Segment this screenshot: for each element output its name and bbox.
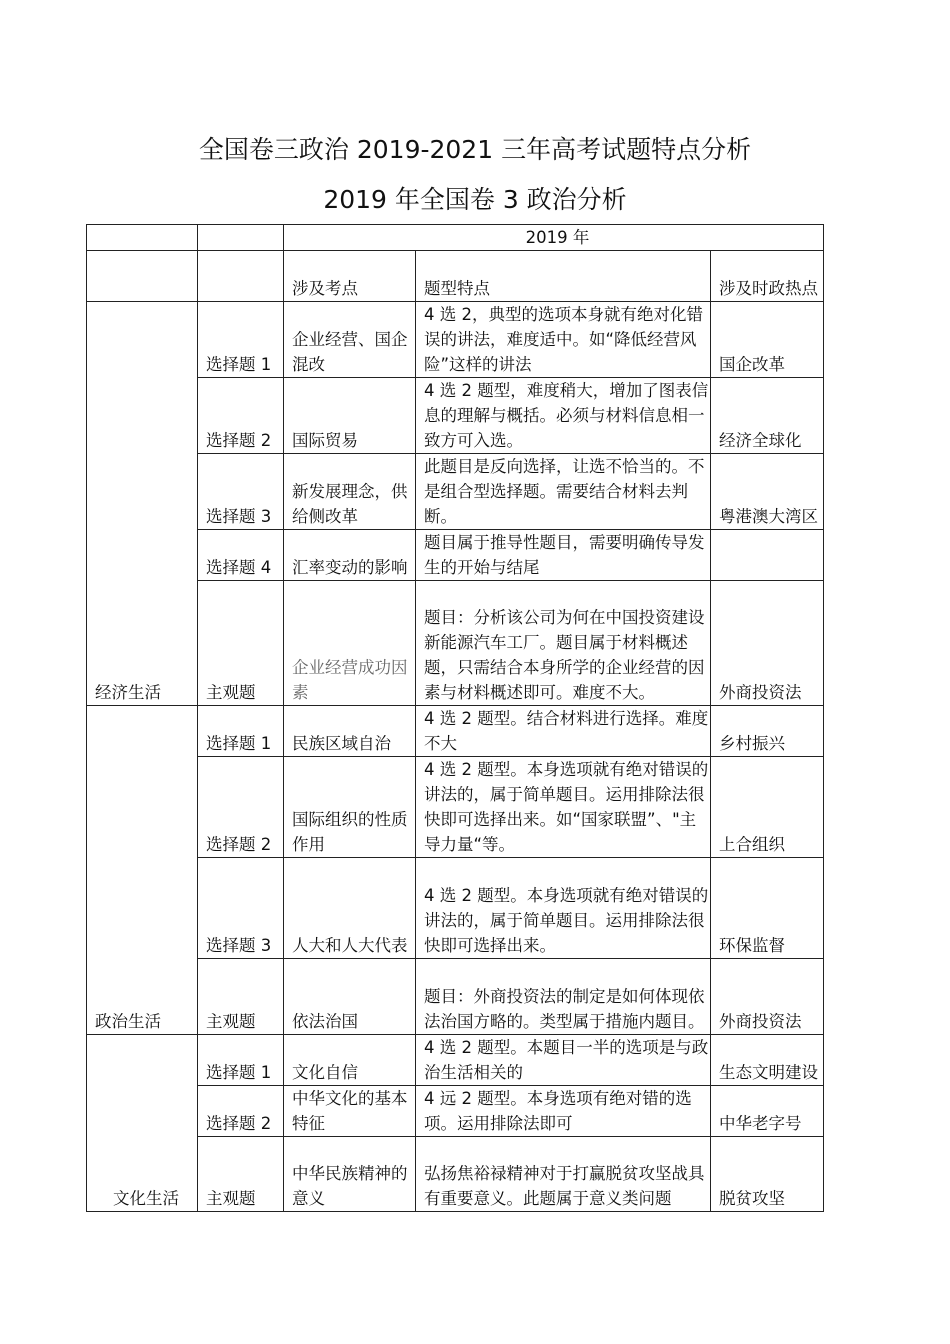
hot-topic: 生态文明建设 — [711, 1035, 824, 1086]
exam-point: 民族区域自治 — [284, 706, 416, 757]
question-feature: 4 选 2 题型。本身选项就有绝对错误的讲法的，属于简单题目。运用排除法很快即可选择出来。如“国家联盟”、"主导力量“等。 — [416, 757, 711, 858]
question-type: 选择题 1 — [198, 302, 284, 378]
question-feature: 此题目是反向选择，让选不恰当的。不是组合型选择题。需要结合材料去判断。 — [416, 454, 711, 530]
exam-point: 国际组织的性质作用 — [284, 757, 416, 858]
table-row — [87, 378, 824, 454]
table-row — [87, 706, 824, 757]
hot-topic: 上合组织 — [711, 757, 824, 858]
exam-point: 企业经营成功因素 — [284, 581, 416, 706]
table-row — [87, 454, 824, 530]
year-header: 2019 年 — [284, 225, 824, 251]
exam-point: 人大和人大代表 — [284, 858, 416, 959]
table-corner-cell — [198, 251, 284, 302]
question-type: 选择题 3 — [198, 858, 284, 959]
table-row — [87, 858, 824, 959]
question-feature: 题目：外商投资法的制定是如何体现依法治国方略的。类型属于措施内题目。 — [416, 959, 711, 1035]
question-type: 选择题 3 — [198, 454, 284, 530]
table-corner-cell — [87, 251, 198, 302]
question-feature: 4 选 2 题型。本身选项就有绝对错误的讲法的，属于简单题目。运用排除法很快即可选择出来。 — [416, 858, 711, 959]
question-type: 选择题 2 — [198, 1086, 284, 1137]
question-feature: 弘扬焦裕禄精神对于打赢脱贫攻坚战具有重要意义。此题属于意义类问题 — [416, 1137, 711, 1212]
question-type: 主观题 — [198, 1137, 284, 1212]
hot-topic: 乡村振兴 — [711, 706, 824, 757]
question-type: 选择题 1 — [198, 1035, 284, 1086]
question-feature: 题目属于推导性题目，需要明确传导发生的开始与结尾 — [416, 530, 711, 581]
question-type: 选择题 2 — [198, 378, 284, 454]
hot-topic: 国企改革 — [711, 302, 824, 378]
hot-topic: 经济全球化 — [711, 378, 824, 454]
table-corner-cell — [87, 225, 198, 251]
analysis-table — [86, 224, 824, 1212]
exam-point: 国际贸易 — [284, 378, 416, 454]
question-type: 选择题 4 — [198, 530, 284, 581]
section-name: 文化生活 — [87, 1035, 198, 1212]
section-name: 经济生活 — [87, 302, 198, 706]
question-type: 主观题 — [198, 581, 284, 706]
hot-topic: 环保监督 — [711, 858, 824, 959]
hot-topic — [711, 530, 824, 581]
question-feature: 4 选 2 题型。本题目一半的选项是与政治生活相关的 — [416, 1035, 711, 1086]
exam-point: 文化自信 — [284, 1035, 416, 1086]
table-row — [87, 757, 824, 858]
question-feature: 4 选 2 题型。结合材料进行选择。难度不大 — [416, 706, 711, 757]
table-row — [87, 1137, 824, 1212]
table-year-row — [87, 225, 824, 251]
hot-topic: 粤港澳大湾区 — [711, 454, 824, 530]
table-header-row — [87, 251, 824, 302]
question-feature: 4 选 2，典型的选项本身就有绝对化错误的讲法，难度适中。如“降低经营风险”这样的讲法 — [416, 302, 711, 378]
question-type: 选择题 1 — [198, 706, 284, 757]
document-subtitle: 2019 年全国卷 3 政治分析 — [323, 185, 627, 214]
exam-point: 中华文化的基本特征 — [284, 1086, 416, 1137]
table-row — [87, 1035, 824, 1086]
header-point: 涉及考点 — [284, 251, 416, 302]
hot-topic: 脱贫攻坚 — [711, 1137, 824, 1212]
table-row — [87, 530, 824, 581]
document-title: 全国卷三政治 2019-2021 三年高考试题特点分析 — [198, 135, 752, 164]
question-feature: 4 远 2 题型。本身选项有绝对错的选项。运用排除法即可 — [416, 1086, 711, 1137]
question-type: 选择题 2 — [198, 757, 284, 858]
question-feature: 题目：分析该公司为何在中国投资建设新能源汽车工厂。题目属于材料概述题，只需结合本身所学的企业经营的因素与材料概述即可。难度不大。 — [416, 581, 711, 706]
table-row — [87, 302, 824, 378]
table-corner-cell — [198, 225, 284, 251]
exam-point: 中华民族精神的意义 — [284, 1137, 416, 1212]
table-row — [87, 581, 824, 706]
question-type: 主观题 — [198, 959, 284, 1035]
exam-point: 新发展理念，供给侧改革 — [284, 454, 416, 530]
exam-point: 企业经营、国企混改 — [284, 302, 416, 378]
section-name: 政治生活 — [87, 706, 198, 1035]
hot-topic: 外商投资法 — [711, 959, 824, 1035]
hot-topic: 外商投资法 — [711, 581, 824, 706]
exam-point: 汇率变动的影响 — [284, 530, 416, 581]
hot-topic: 中华老字号 — [711, 1086, 824, 1137]
table-row — [87, 1086, 824, 1137]
header-feature: 题型特点 — [416, 251, 711, 302]
table-row — [87, 959, 824, 1035]
exam-point: 依法治国 — [284, 959, 416, 1035]
question-feature: 4 选 2 题型，难度稍大，增加了图表信息的理解与概括。必须与材料信息相一致方可入选。 — [416, 378, 711, 454]
header-hot: 涉及时政热点 — [711, 251, 824, 302]
